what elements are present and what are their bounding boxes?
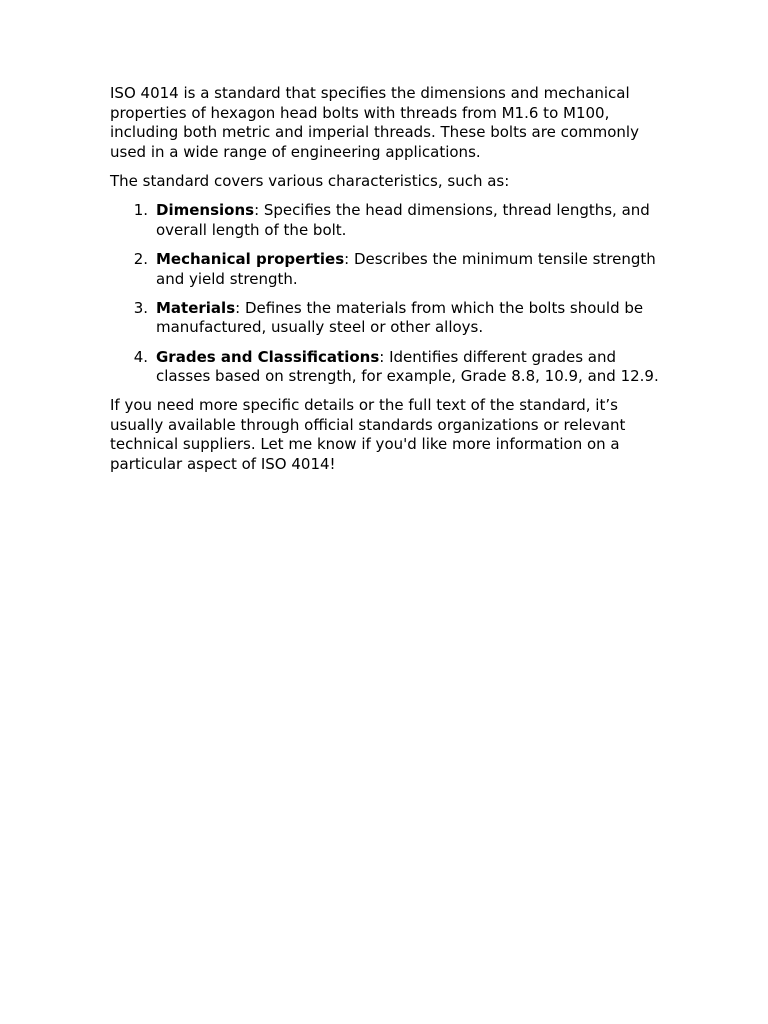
intro-paragraph: ISO 4014 is a standard that specifies the dimensions and mechanical properties of hexagon head bolts with threads from M1.6 to M100, including both metric and imperial threads. These bolts are commonly used in a wide range of engineering applications. (110, 84, 639, 161)
list-item (110, 348, 666, 387)
characteristics-list (110, 201, 666, 387)
list-item (110, 299, 666, 338)
list-item-term: Materials (156, 298, 236, 317)
list-item-description: : Identifies different grades and classes based on strength, for example, Grade 8.8, 10.9, and 12.9. (156, 347, 659, 386)
list-item (110, 201, 666, 240)
closing-paragraph: If you need more specific details or the full text of the standard, it’s usually available through official standards organizations or relevant technical suppliers. Let me know if you'd like more information on a particular aspect of ISO 4014! (110, 396, 626, 474)
list-item (110, 250, 666, 289)
list-item-term: Grades and Classifications (156, 347, 380, 366)
list-item-number: 3. (133, 298, 148, 317)
lead-in-paragraph: The standard covers various characteristics, such as: (110, 171, 510, 190)
list-item-number: 1. (133, 201, 148, 220)
document-body (110, 84, 666, 475)
list-item-number: 2. (133, 249, 148, 268)
list-item-description: : Defines the materials from which the bolts should be manufactured, usually steel or other alloys. (156, 298, 644, 337)
list-item-number: 4. (133, 347, 148, 366)
list-item-description: : Describes the minimum tensile strength and yield strength. (156, 249, 656, 288)
list-item-description: : Specifies the head dimensions, thread lengths, and overall length of the bolt. (156, 201, 650, 239)
list-item-term: Dimensions (156, 201, 255, 220)
list-item-term: Mechanical properties (156, 249, 345, 268)
